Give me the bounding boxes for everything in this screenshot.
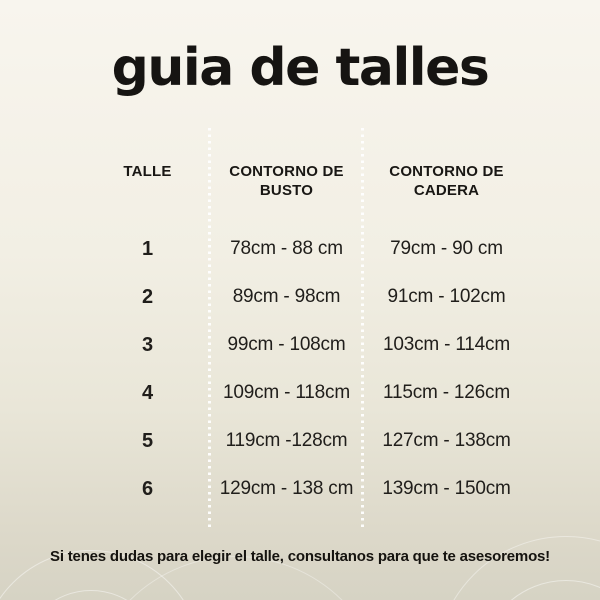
cell-cadera: 103cm - 114cm — [383, 334, 510, 355]
cell-talle: 1 — [142, 237, 153, 260]
cell-talle: 4 — [142, 381, 153, 404]
cell-talle: 2 — [142, 285, 153, 308]
size-table — [85, 140, 530, 513]
table-row — [85, 321, 530, 369]
column-header-label: CONTORNO DE CADERA — [389, 163, 504, 199]
cell-busto: 119cm -128cm — [225, 430, 348, 451]
column-header-label: TALLE — [123, 163, 172, 180]
decorative-circle — [480, 580, 600, 600]
table-header-row — [85, 140, 530, 225]
table-row — [85, 369, 530, 417]
cell-cadera: 115cm - 126cm — [383, 382, 510, 403]
column-header-talle — [85, 140, 210, 225]
cell-busto: 78cm - 88 cm — [230, 238, 343, 259]
table-row — [85, 465, 530, 513]
column-header-label: CONTORNO DE BUSTO — [229, 163, 344, 199]
page-title: guia de talles — [111, 38, 489, 98]
cell-talle: 6 — [142, 477, 153, 500]
cell-busto: 109cm - 118cm — [223, 382, 350, 403]
decorative-circle — [435, 536, 600, 600]
cell-busto: 89cm - 98cm — [232, 286, 341, 307]
cell-busto: 129cm - 138 cm — [219, 478, 354, 499]
footer-note: Si tenes dudas para elegir el talle, consultanos para que te asesoremos! — [50, 548, 550, 565]
cell-cadera: 79cm - 90 cm — [390, 238, 503, 259]
table-row — [85, 273, 530, 321]
cell-busto: 99cm - 108cm — [227, 334, 346, 355]
column-header-cadera — [363, 140, 530, 225]
cell-talle: 5 — [142, 429, 153, 452]
cell-cadera: 127cm - 138cm — [382, 430, 511, 451]
column-header-busto — [210, 140, 363, 225]
decorative-circle — [20, 590, 162, 600]
cell-cadera: 91cm - 102cm — [387, 286, 506, 307]
table-row — [85, 417, 530, 465]
table-row — [85, 225, 530, 273]
cell-cadera: 139cm - 150cm — [382, 478, 511, 499]
cell-talle: 3 — [142, 333, 153, 356]
